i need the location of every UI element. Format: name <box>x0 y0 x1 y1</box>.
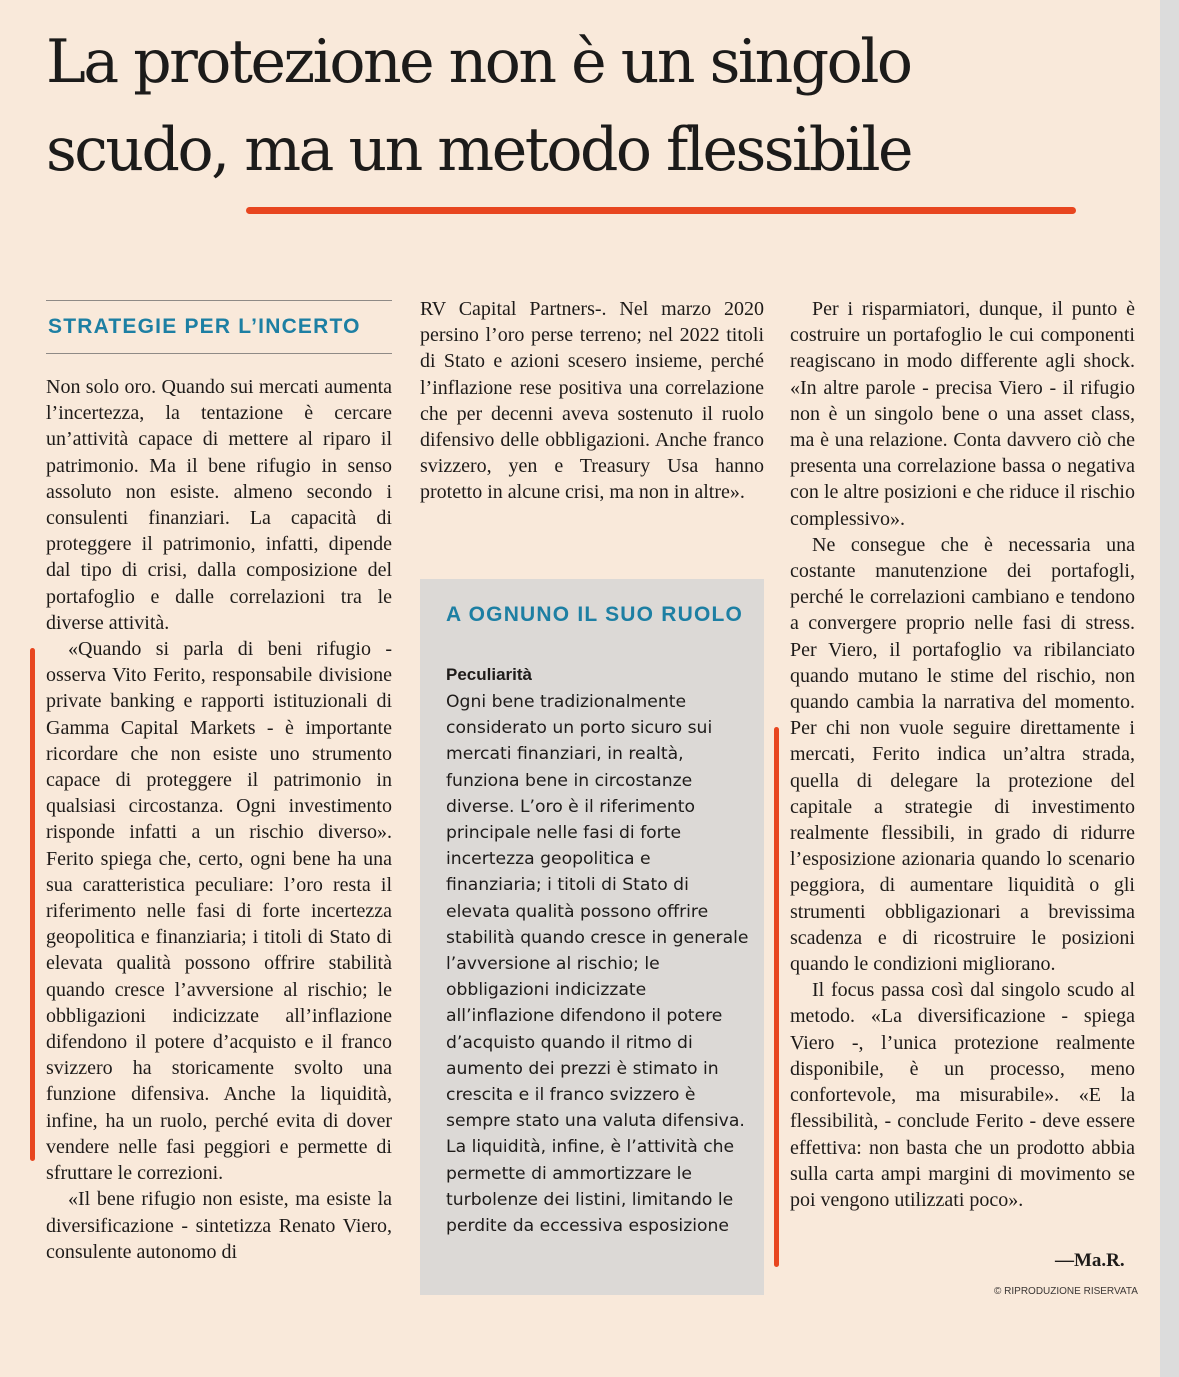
page-edge <box>1160 0 1179 1377</box>
headline <box>46 18 1126 194</box>
copyright-notice: © RIPRODUZIONE RISERVATA <box>994 1286 1138 1297</box>
column-3-paragraph-1: Per i risparmiatori, dunque, il punto è costruire un portafoglio le cui componenti reagiscano in modo differente agli shock. «In altre parole - precisa Viero - il rifugio non è un singolo bene o una asset class, ma è una relazione. Conta davvero ciò che presenta una correlazione bassa o negativa con le altre posizioni e che riduce il rischio complessivo». <box>790 298 1135 530</box>
kicker-bottom-rule <box>46 353 392 354</box>
column-2-paragraph-1: RV Capital Partners-. Nel marzo 2020 persino l’oro perse terreno; nel 2022 titoli di Stato e azioni scesero insieme, perché l’inflazione rese positiva una correlazione che per decenni aveva sostenuto il ruolo difensivo delle obbligazioni. Anche franco svizzero, yen e Treasury Usa hanno protetto in alcune crisi, ma non in altre». <box>420 298 764 504</box>
sidebar-box <box>420 579 764 1295</box>
accent-bar-left <box>30 648 35 1161</box>
column-1-kicker: STRATEGIE PER L’INCERTO <box>48 315 361 338</box>
sidebar-kicker: A OGNUNO IL SUO RUOLO <box>446 603 744 626</box>
headline-underline <box>246 207 1076 214</box>
column-1-body <box>46 374 392 1265</box>
author-signature: —Ma.R. <box>1055 1250 1125 1271</box>
sidebar-subheading: Peculiarità <box>446 665 532 684</box>
column-1-paragraph-3: «Il bene rifugio non esiste, ma esiste la diversificazione - sintetizza Renato Viero, consulente autonomo di <box>46 1188 392 1263</box>
column-3-paragraph-3: Il focus passa così dal singolo scudo al metodo. «La diversificazione - spiega Viero -, l’unica protezione realmente disponibile, è un processo, meno confortevole, ma misurabile». «E la flessibilità, - conclude Ferito - deve essere effettiva: non basta che un prodotto abbia sulla carta ampi margini di movimento se poi vengono utilizzati poco». <box>790 979 1135 1211</box>
headline-line-1: La protezione non è un singolo <box>46 27 911 97</box>
column-1-paragraph-1: Non solo oro. Quando sui mercati aumenta l’incertezza, la tentazione è cercare un’attività capace di mettere al riparo il patrimonio. Ma il bene rifugio in senso assoluto non esiste. almeno secondo i consulenti finanziari. La capacità di proteggere il patrimonio, infatti, dipende dal tipo di crisi, dalla composizione del portafoglio e dalle correlazioni tra le diverse attività. <box>46 376 392 634</box>
kicker-top-rule <box>46 300 392 301</box>
column-3-paragraph-2: Ne consegue che è necessaria una costante manutenzione dei portafogli, perché le correlazioni cambiano e tendono a convergere proprio nelle fasi di stress. Per Viero, il portafoglio va ribilanciato quando mutano le stime del rischio, non quando cambia la narrativa del momento. Per chi non vuole seguire direttamente i mercati, Ferito indica un’altra strada, quella di delegare la protezione del capitale a strategie di investimento realmente flessibili, in grado di ridurre l’esposizione azionaria quando lo scenario peggiora, di aumentare liquidità o gli strumenti obbligazionari a brevissima scadenza e di ricostruire le posizioni quando le condizioni migliorano. <box>790 533 1135 976</box>
headline-line-2: scudo, ma un metodo flessibile <box>46 115 912 185</box>
sidebar-text: Ogni bene tradizionalmente considerato un porto sicuro sui mercati finanziari, in realtà, funziona bene in circostanze diverse. L’oro è il riferimento principale nelle fasi di forte incertezza geopolitica e finanziaria; i titoli di Stato di elevata qualità possono offrire stabilità quando cresce in generale l’avversione al rischio; le obbligazioni indicizzate all’inflazione difendono il potere d’acquisto quando il ritmo di aumento dei prezzi è stimato in crescita e il franco svizzero è sempre stato una valuta difensiva. La liquidità, infine, è l’attività che permette di ammortizzare le turbolenze dei listini, limitando le perdite da eccessiva esposizione <box>446 692 749 1237</box>
accent-bar-right <box>774 727 779 1267</box>
column-3-body <box>790 296 1135 1213</box>
column-2-body <box>420 296 764 506</box>
column-1-paragraph-2: «Quando si parla di beni rifugio - osserva Vito Ferito, responsabile divisione private banking e rapporti istituzionali di Gamma Capital Markets - è importante ricordare che non esiste uno strumento capace di proteggere il patrimonio in qualsiasi circostanza. Ogni investimento risponde infatti a un rischio diverso». Ferito spiega che, certo, ogni bene ha una sua caratteristica peculiare: l’oro resta il riferimento nelle fasi di forte incertezza geopolitica e finanziaria; i titoli di Stato di elevata qualità possono offrire stabilità quando cresce l’avversione al rischio; le obbligazioni indicizzate all’inflazione difendono il potere d’acquisto e il franco svizzero ha storicamente svolto una funzione difensiva. Anche la liquidità, infine, ha un ruolo, perché evita di dover vendere nelle fasi peggiori e permette di sfruttare le correzioni. <box>46 638 392 1185</box>
